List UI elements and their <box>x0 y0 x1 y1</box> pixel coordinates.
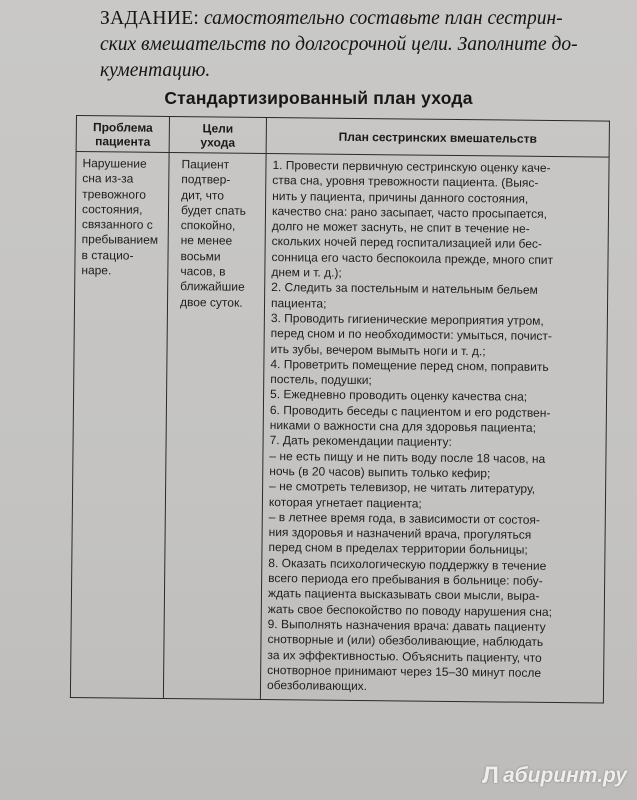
problem-line: сна из-за <box>82 171 134 186</box>
plan-line: ния здоровья и назначений врача, прогуляться <box>268 525 532 542</box>
goal-line: восьми <box>180 248 221 264</box>
task-label: ЗАДАНИЕ: <box>100 8 200 29</box>
goal-line: двое суток. <box>179 294 243 310</box>
plan-line: долго не может заснуть, не спит в течение не- <box>271 219 530 236</box>
plan-line: жать свое беспокойство по поводу нарушения сна; <box>267 601 553 619</box>
task-paragraph <box>100 6 600 84</box>
plan-line: перед сном и по необходимости: умыться, почист- <box>270 326 553 344</box>
plan-title: Стандартизированный план ухода <box>164 88 473 108</box>
header-problem-line-1: Проблема <box>92 120 153 135</box>
header-goals-line-2: ухода <box>200 135 236 150</box>
problem-cell <box>70 152 169 699</box>
plan-line: 4. Проветрить помещение перед сном, поправить <box>270 356 549 374</box>
plan-line: снотворное принимают через 15–30 минут после <box>267 662 542 680</box>
plan-line: 7. Дать рекомендации пациенту: <box>269 433 452 450</box>
plan-line: ночь (в 20 часов) выпить только кефир; <box>269 463 491 481</box>
goal-line: дит, что <box>181 187 225 203</box>
header-problem <box>76 116 169 153</box>
task-line-3: кументацию. <box>100 60 211 81</box>
watermark-text: абиринт.ру <box>502 764 627 787</box>
plan-line: 5. Ежедневно проводить оценку качества сна; <box>270 387 528 405</box>
plan-line: 8. Оказать психологическую поддержку в течение <box>268 555 547 573</box>
plan-line: постель, подушки; <box>270 372 372 388</box>
plan-line: ждать пациента высказывать свои мысли, выра- <box>267 586 540 604</box>
plan-line: 6. Проводить беседы с пациентом и его родствен- <box>269 402 551 420</box>
labirint-watermark <box>482 762 627 790</box>
goal-line: спокойно, <box>180 218 236 233</box>
plan-line: 9. Выполнять назначения врача: давать пациенту <box>267 616 546 634</box>
goal-cell <box>163 152 266 699</box>
plan-line: – не смотреть телевизор, не читать литературу, <box>269 479 536 497</box>
problem-line: связанного с <box>81 217 153 232</box>
plan-line: днем и т. д.); <box>271 265 342 280</box>
plan-line: сонница его часто беспокоила прежде, много спит <box>271 249 554 267</box>
plan-line: скольких ночей перед госпитализацией или бес- <box>271 234 543 252</box>
plan-line: 2. Следить за постельным и нательным бельем <box>271 280 538 298</box>
care-plan-table <box>70 115 610 704</box>
plan-line: – не есть пищу и не пить воду после 18 часов, на <box>269 448 546 466</box>
plan-line: которая угнетает пациента; <box>268 494 422 511</box>
goal-line: Пациент <box>181 157 230 172</box>
table-row <box>70 152 609 704</box>
task-line-2: ских вмешательств по долгосрочной цели. Заполните до- <box>100 34 578 55</box>
plan-line: за их эффективностью. Объяснить пациенту, что <box>267 647 542 665</box>
problem-line: в стацио- <box>81 247 134 263</box>
plan-line: пациента; <box>270 295 327 311</box>
problem-line: Нарушение <box>82 156 147 171</box>
goal-line: часов, в <box>180 264 226 279</box>
plan-line: нить у пациента, причины данного состояния, <box>272 188 529 206</box>
plan-line: снотворные и (или) обезболивающие, наблюдать <box>267 632 544 650</box>
task-line-1: самостоятельно составьте план сестрин- <box>204 8 563 29</box>
problem-line: наре. <box>81 263 112 278</box>
plan-line: ства сна, уровня тревожности пациента. (Выяс- <box>272 173 539 191</box>
problem-line: тревожного <box>82 186 146 202</box>
plan-line: никами о важности сна для здоровья пациента; <box>269 418 537 435</box>
plan-line: перед сном в пределах территории больницы; <box>268 540 528 558</box>
plan-cell <box>260 153 609 703</box>
header-goals-line-1: Цели <box>202 121 234 136</box>
header-problem-line-2: пациента <box>95 134 151 149</box>
plan-line: 1. Провести первичную сестринскую оценку каче- <box>272 158 551 175</box>
labirint-logo-icon: Л <box>482 762 499 789</box>
header-goals <box>169 116 266 153</box>
problem-line: пребыванием <box>81 232 159 248</box>
header-plan <box>266 117 609 157</box>
goal-line: не менее <box>180 233 233 249</box>
plan-line: – в летнее время года, в зависимости от состоя- <box>268 509 541 527</box>
problem-line: состояния, <box>81 201 143 217</box>
goal-line: ближайшие <box>180 279 245 295</box>
goal-line: будет спать <box>180 202 247 218</box>
header-plan-text: План сестринских вмешательств <box>338 129 537 146</box>
plan-line: 3. Проводить гигиенические мероприятия утром, <box>270 311 544 328</box>
plan-line: обезболивающих. <box>266 678 368 694</box>
table-header-row <box>76 116 609 158</box>
plan-line: качество сна: рано засыпает, часто просыпается, <box>271 203 548 221</box>
plan-line: ить зубы, вечером вымыть ноги и т. д.; <box>270 341 486 358</box>
goal-line: подтвер- <box>181 172 231 187</box>
plan-line: всего периода его пребывания в больнице: побу- <box>268 571 543 588</box>
